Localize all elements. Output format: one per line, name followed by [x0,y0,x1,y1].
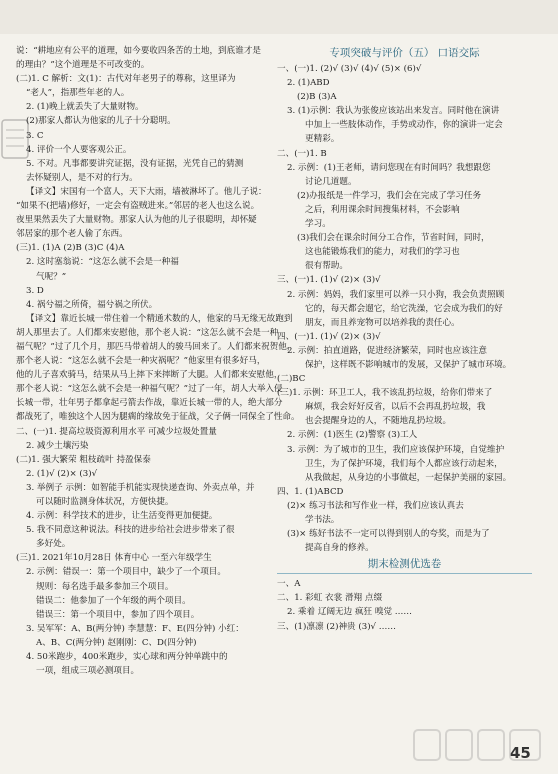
text-line: 中加上一些肢体动作，手势或动作，你的演讲一定会 [305,120,503,131]
text-line: 也会提醒身边的人，不随地乱扔垃圾。 [305,416,452,427]
text-line: 去怀疑别人，是不对的行为。 [26,172,138,183]
text-line: 保护，这样既不影响城市的发展，又保护了城市环境。 [305,359,512,370]
text-line: “如果不(把墙)修好，一定会有盗贼进来。”邻居的老人也这么说。 [16,201,260,212]
text-line: 4. 50米跑步，400米跑步，实心球和两分钟单跳中的 [26,652,228,663]
text-line: 胡人那里去了。人们都来安慰他，那个老人说：“这怎么就不会是一种 [16,327,279,338]
text-line: (二)1. 强大繁荣 粗枝疏叶 持盈保泰 [16,454,151,465]
text-line: (三)1. 示例：环卫工人，我不该乱扔垃圾，给你们带来了 [277,388,493,399]
text-line: 2. 这时塞翁说：“这怎么就不会是一种福 [26,257,179,268]
right-column [277,44,532,634]
text-line: 4. 示例：科学技术的进步，让生活变得更加便捷。 [26,511,218,522]
text-line: 一、(一)1. (2)√ (3)√ (4)√ (5)× (6)√ [277,64,422,74]
text-line: (2)办报纸是一件学习，我们会在完成了学习任务 [297,190,482,201]
text-line: 气呢？” [36,271,67,282]
section-title-final: 期末检测优选卷 [277,555,532,574]
text-line: 2. 示例：错误一：第一个项目中，缺少了一个项目。 [26,567,226,578]
text-line: (二)1. C 解析：文(1)：古代对年老男子的尊称，这里译为 [16,74,236,85]
text-line: 3. 举例子 示例：如智能手机能实现快递查询、外卖点单，并 [26,482,255,493]
text-line: 3. (1)示例：我认为张俊应该站出来发言。同时他在演讲 [287,106,500,117]
text-line: 多好处。 [36,539,71,550]
text-line: 5. 不对。凡事都要讲究证据，没有证据，光凭自己的猜测 [26,158,244,169]
text-line: 四、(一)1. (1)√ (2)× (3)√ [277,331,381,342]
text-line: 2. 减少土壤污染 [26,440,89,451]
text-line: 2. (1)√ (2)× (3)√ [26,468,98,479]
text-line: 那个老人说：“这怎么就不会是一种福气呢？”过了一年，胡人大举入侵 [16,384,283,395]
text-line: 2. (1)晚上就丢失了大量财物。 [26,102,144,113]
text-line: 错误二：他参加了一个年级的两个项目。 [36,595,191,606]
text-line: (3)× 练好书法不一定可以得到别人的夸奖，而是为了 [287,529,490,540]
text-line: 二、(一)1. 提高垃圾资源利用水平 可减少垃圾处置量 [16,426,217,437]
text-line: 从我做起，从身边的小事做起，一起保护美丽的家园。 [305,472,512,483]
text-line: (3)我们会在课余时间分工合作，节省时间，同时， [297,233,490,244]
text-line: 他的儿子喜欢骑马，结果从马上摔下来摔断了大腿。人们都来安慰他， [16,370,283,381]
section-title-oral: 专项突破与评价（五） 口语交际 [329,47,480,59]
text-line: 麻烦，我会好好反省，以后不会再乱扔垃圾，我 [305,402,486,413]
text-line: 长城一带，壮年男子都拿起弓箭去作战，靠近长城一带的人，绝大部分 [16,398,283,409]
text-line: 朋友，而且养宠物可以培养我的责任心。 [305,317,460,328]
text-line: 这也能锻炼我们的能力，对我们的学习也 [305,247,460,258]
text-line: 四、1. (1)ABCD [277,486,344,497]
text-line: (2)B (3)A [297,92,337,103]
text-line: 三、(一)1. (1)√ (2)× (3)√ [277,275,381,286]
text-line: 3. C [26,130,44,141]
text-line: 2. 乘着 辽阔无边 疯狂 嗅觉 …… [287,607,412,618]
text-line: 一项，组成三项必测项目。 [36,666,140,677]
text-line: A、B、C(两分钟) 赵刚刚：C、D(四分钟) [36,637,197,648]
text-line: 3. D [26,285,44,296]
text-line: 二、1. 彩虹 衣裳 滑翔 点缀 [277,593,383,604]
text-line: 很有帮助。 [305,261,348,272]
top-strip [0,0,558,34]
text-line: 5. 我不同意这种说法。科技的进步给社会进步带来了很 [26,525,235,536]
text-line: 2. 示例：妈妈，我们家里可以养一只小狗，我会负责照顾 [287,289,505,300]
text-line: 【译文】宋国有一个富人，天下大雨，墙被淋坏了。他儿子说： [26,186,267,197]
text-line: 福气呢？”过了几个月，那匹马带着胡人的骏马回来了。人们都来祝贺他， [16,341,296,352]
text-line: 更精彩。 [305,134,340,145]
text-line: 卫生，为了保护环境，我们每个人都应该行动起来， [305,458,503,469]
text-line: 一、A [277,579,301,590]
text-line: 说：“耕地应有公平的道理，如今要收四条苦的土地，到底谁才是 [16,46,262,56]
text-line: (三)1. 2021年10月28日 体育中心 一至六年级学生 [16,553,212,564]
text-line: 2. 示例：(1)王老师，请问您现在有时间吗？我想跟您 [287,162,491,173]
text-line: 学习。 [305,219,331,230]
text-line: 可以随时监测身体状况，方便快捷。 [36,497,174,507]
text-line: “老人”，指那些年老的人。 [26,88,130,99]
text-line: 讨论几道题。 [305,176,357,187]
text-line: (2)那家人都认为他家的儿子十分聪明。 [26,116,176,127]
text-line: 2. 示例：拍直道路，促进经济繁荣，同时也应该注意 [287,345,487,356]
text-line: 学书法。 [305,515,340,525]
text-line: (三)1. (1)A (2)B (3)C (4)A [16,243,125,254]
text-line: 4. 祸兮福之所倚，福兮祸之所伏。 [26,299,158,310]
text-line: 它的，每天都会遛它，给它洗澡，它会成为我们的好 [305,303,503,314]
text-line: 错误三：第一个项目中，参加了四个项目。 [36,609,200,620]
text-line: (2)× 练习书法和写作业一样，我们应该认真去 [287,500,464,511]
text-line: 夜里果然丢失了大量财物。那家人认为他的儿子很聪明，却怀疑 [16,215,257,226]
text-line: 3. 吴军军：A、B(两分钟) 李慧慧：F、E(四分钟) 小红： [26,623,244,634]
text-line: 二、(一)1. B [277,148,327,159]
text-line: 提高自身的修养。 [305,543,374,554]
text-line: 三、(1)凛凛 (2)神贵 (3)√ …… [277,621,396,632]
text-line: 4. 评价一个人要客观公正。 [26,144,132,155]
text-line: 都战死了，唯独这个人因为腿瘸的缘故免于征战，父子俩一同保全了性命。 [16,412,300,423]
text-line: 2. (1)ABD [287,78,330,89]
text-line: 邻居家的那个老人偷了东西。 [16,229,128,240]
text-line: (二)BC [277,374,306,385]
text-line: 的理由？”这个道理是不可改变的。 [16,60,150,71]
text-line: 那个老人说：“这怎么就不会是一种灾祸呢？”他家里有很多好马， [16,356,266,367]
text-line: 之后，利用课余时间搜集材料，不会影响 [305,204,460,215]
text-line: 3. 示例：为了城市的卫生，我们应该保护环境，自觉维护 [287,444,505,455]
page-number: 45 [510,744,531,762]
text-line: 规则：每名选手最多参加三个项目。 [36,581,174,592]
text-line: 【译文】靠近长城一带住着一个精通术数的人，他家的马无缘无故跑到 [26,313,293,324]
text-line: 2. 示例：(1)医生 (2)警察 (3)工人 [287,430,418,441]
